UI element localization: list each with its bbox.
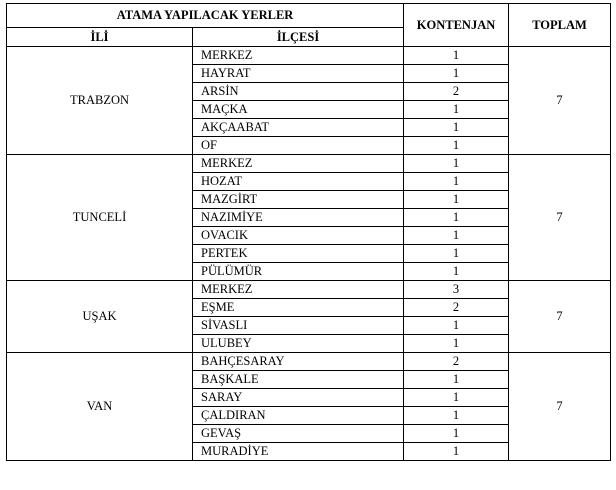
header-group: ATAMA YAPILACAK YERLER <box>7 4 404 28</box>
quota-cell: 1 <box>404 263 509 281</box>
quota-cell: 1 <box>404 407 509 425</box>
district-cell: GEVAŞ <box>193 425 404 443</box>
district-cell: EŞME <box>193 299 404 317</box>
district-cell: ULUBEY <box>193 335 404 353</box>
quota-cell: 1 <box>404 245 509 263</box>
district-cell: MAZGİRT <box>193 191 404 209</box>
quota-cell: 1 <box>404 47 509 65</box>
district-cell: BAHÇESARAY <box>193 353 404 371</box>
district-cell: MERKEZ <box>193 47 404 65</box>
quota-cell: 1 <box>404 425 509 443</box>
table-row <box>7 155 611 173</box>
district-cell: PÜLÜMÜR <box>193 263 404 281</box>
quota-cell: 2 <box>404 299 509 317</box>
province-cell: VAN <box>7 353 193 461</box>
district-cell: PERTEK <box>193 245 404 263</box>
quota-cell: 1 <box>404 389 509 407</box>
district-cell: MERKEZ <box>193 281 404 299</box>
district-cell: MERKEZ <box>193 155 404 173</box>
header-row-top <box>7 4 611 28</box>
total-cell: 7 <box>509 155 611 281</box>
table-row <box>7 47 611 65</box>
quota-cell: 3 <box>404 281 509 299</box>
district-cell: NAZIMİYE <box>193 209 404 227</box>
province-cell: TRABZON <box>7 47 193 155</box>
district-cell: ÇALDIRAN <box>193 407 404 425</box>
table-header <box>7 4 611 47</box>
quota-cell: 1 <box>404 317 509 335</box>
table-row <box>7 353 611 371</box>
quota-cell: 1 <box>404 335 509 353</box>
quota-cell: 1 <box>404 155 509 173</box>
district-cell: MAÇKA <box>193 101 404 119</box>
quota-cell: 1 <box>404 209 509 227</box>
total-cell: 7 <box>509 353 611 461</box>
province-cell: TUNCELİ <box>7 155 193 281</box>
district-cell: AKÇAABAT <box>193 119 404 137</box>
district-cell: MURADİYE <box>193 443 404 461</box>
district-cell: SARAY <box>193 389 404 407</box>
quota-cell: 2 <box>404 83 509 101</box>
quota-cell: 1 <box>404 173 509 191</box>
header-province: İLİ <box>7 28 193 47</box>
header-quota: KONTENJAN <box>404 4 509 47</box>
quota-cell: 1 <box>404 443 509 461</box>
quota-cell: 1 <box>404 119 509 137</box>
table-row <box>7 281 611 299</box>
assignment-table <box>6 3 611 461</box>
total-cell: 7 <box>509 47 611 155</box>
district-cell: HOZAT <box>193 173 404 191</box>
quota-cell: 1 <box>404 137 509 155</box>
district-cell: SİVASLI <box>193 317 404 335</box>
district-cell: HAYRAT <box>193 65 404 83</box>
quota-cell: 1 <box>404 371 509 389</box>
quota-cell: 1 <box>404 191 509 209</box>
quota-cell: 1 <box>404 101 509 119</box>
district-cell: OF <box>193 137 404 155</box>
district-cell: ARSİN <box>193 83 404 101</box>
total-cell: 7 <box>509 281 611 353</box>
district-cell: BAŞKALE <box>193 371 404 389</box>
quota-cell: 2 <box>404 353 509 371</box>
table-body <box>7 47 611 461</box>
quota-cell: 1 <box>404 227 509 245</box>
province-cell: UŞAK <box>7 281 193 353</box>
header-total: TOPLAM <box>509 4 611 47</box>
quota-cell: 1 <box>404 65 509 83</box>
district-cell: OVACIK <box>193 227 404 245</box>
header-district: İLÇESİ <box>193 28 404 47</box>
